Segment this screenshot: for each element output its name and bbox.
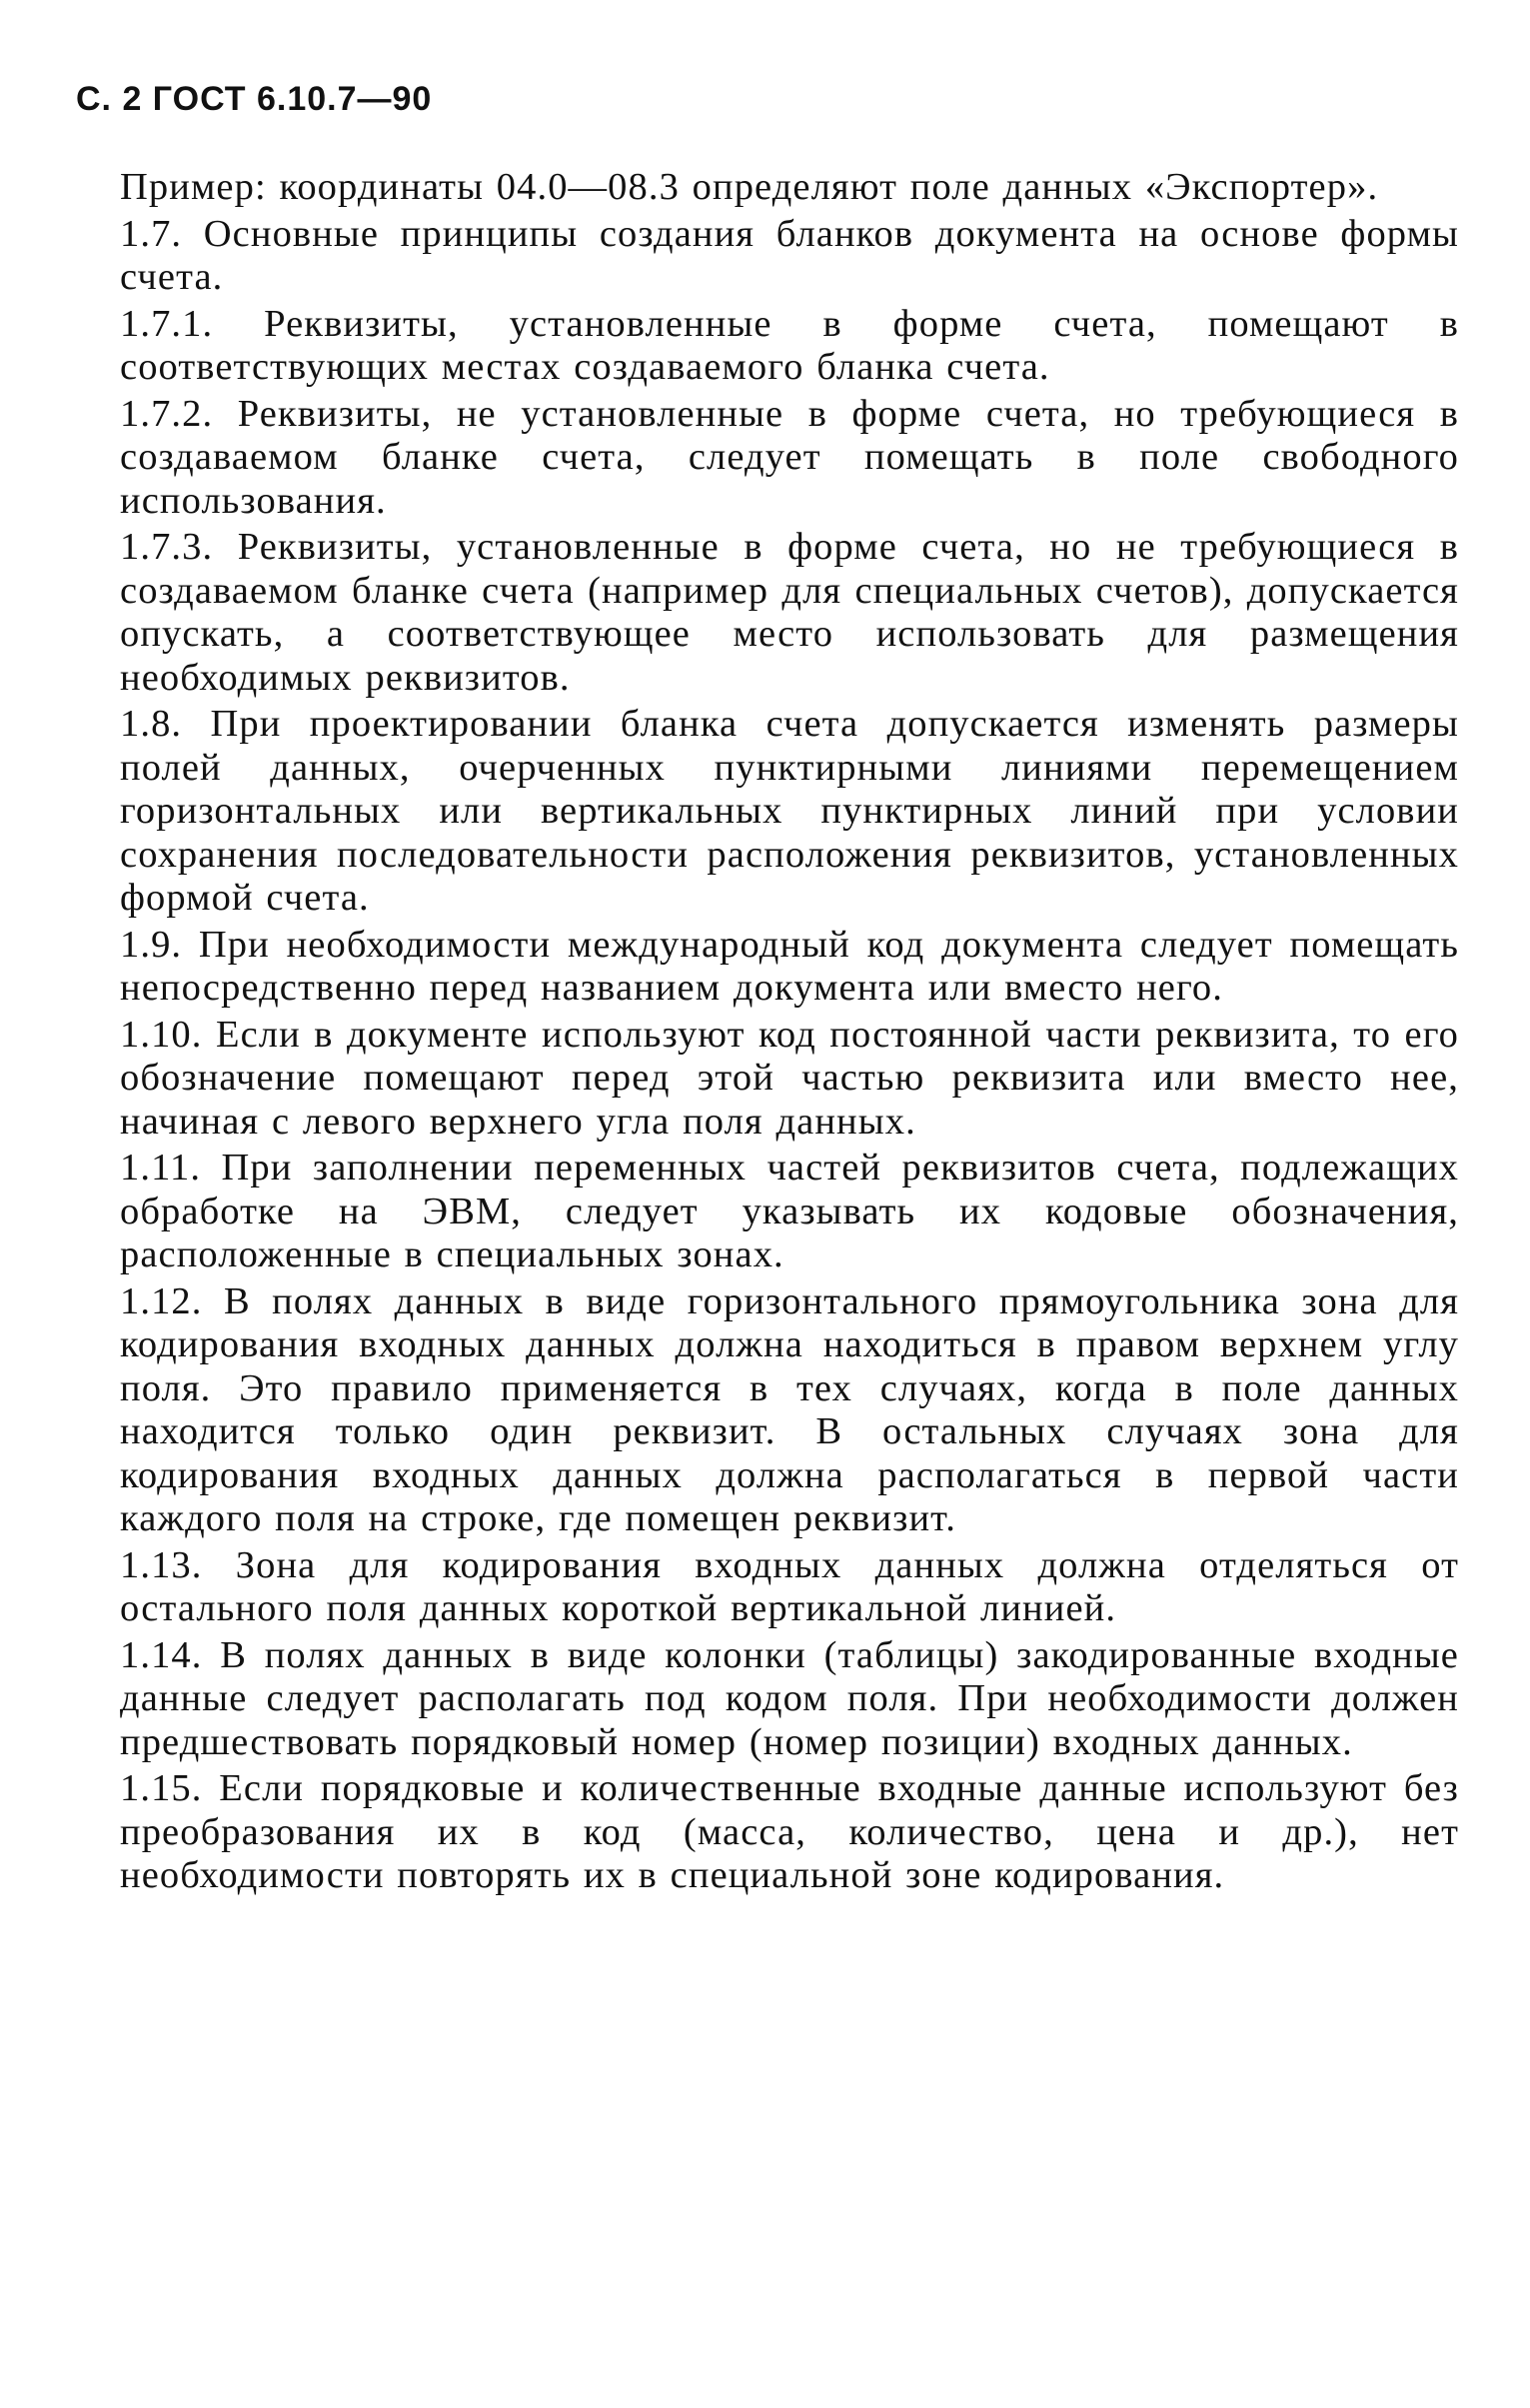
example-paragraph: Пример: координаты 04.0—08.3 определяют поле данных «Экспортер». — [120, 166, 1379, 208]
paragraph-1-7-2: 1.7.2. Реквизиты, не установленные в форме счета, но требующиеся в создаваемом бланке счета, следует помещать в поле свободного использования. — [120, 392, 1459, 522]
paragraph-1-15: 1.15. Если порядковые и количественные входные данные используют без преобразования их в код (масса, количество, цена и др.), нет необходимости повторять их в специальной зоне кодирования. — [120, 1767, 1459, 1896]
paragraph-1-12: 1.12. В полях данных в виде горизонтального прямоугольника зона для кодирования входных данных должна находиться в правом верхнем углу поля. Это правило применяется в тех случаях, когда в поле данных находится только один реквизит. В остальных случаях зона для кодирования входных данных должна располагаться в первой части каждого поля на строке, где помещен реквизит. — [120, 1279, 1459, 1539]
paragraph-1-9: 1.9. При необходимости международный код документа следует помещать непосредственно перед названием документа или вместо него. — [120, 923, 1459, 1009]
paragraph-1-14: 1.14. В полях данных в виде колонки (таблицы) закодированные входные данные следует располагать под кодом поля. При необходимости должен предшествовать порядковый номер (номер позиции) входных данных. — [120, 1633, 1459, 1763]
document-body — [120, 166, 1459, 1901]
page-header: С. 2 ГОСТ 6.10.7—90 — [76, 80, 433, 118]
paragraph-1-7: 1.7. Основные принципы создания бланков документа на основе формы счета. — [120, 212, 1459, 298]
paragraph-1-13: 1.13. Зона для кодирования входных данных должна отделяться от остального поля данных короткой вертикальной линией. — [120, 1543, 1459, 1629]
paragraph-1-11: 1.11. При заполнении переменных частей реквизитов счета, подлежащих обработке на ЭВМ, следует указывать их кодовые обозначения, расположенные в специальных зонах. — [120, 1147, 1459, 1275]
paragraph-1-10: 1.10. Если в документе используют код постоянной части реквизита, то его обозначение помещают перед этой частью реквизита или вместо нее, начиная с левого верхнего угла поля данных. — [120, 1013, 1459, 1143]
paragraph-1-7-1: 1.7.1. Реквизиты, установленные в форме счета, помещают в соответствующих местах создаваемого бланка счета. — [120, 302, 1459, 388]
paragraph-1-7-3: 1.7.3. Реквизиты, установленные в форме счета, но не требующиеся в создаваемом бланке счета (например для специальных счетов), допускается опускать, а соответствующее место использовать для размещения необходимых реквизитов. — [120, 526, 1459, 699]
paragraph-1-8: 1.8. При проектировании бланка счета допускается изменять размеры полей данных, очерченных пунктирными линиями перемещением горизонтальных или вертикальных пунктирных линий при условии сохранения последовательности расположения реквизитов, установленных формой счета. — [120, 703, 1459, 919]
